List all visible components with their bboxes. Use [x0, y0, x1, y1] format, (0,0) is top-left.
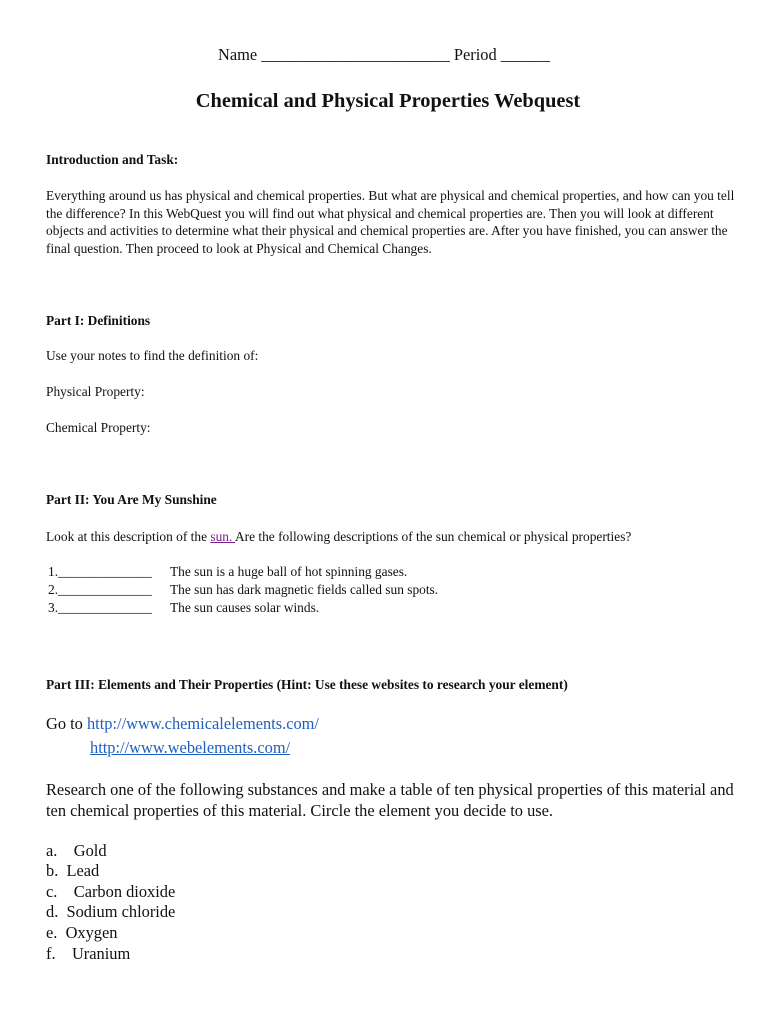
goto-prefix: Go to: [46, 714, 87, 733]
part2-instruction-before: Look at this description of the: [46, 529, 211, 544]
research-paragraph: Research one of the following substances and make a table of ten physical properties of this material and ten chemical properties of this material. Circle the element you decide to use.: [46, 780, 734, 820]
question-blank[interactable]: 2.______________: [48, 582, 152, 597]
intro-heading: Introduction and Task:: [46, 152, 179, 167]
question-text: The sun has dark magnetic fields called sun spots.: [170, 582, 439, 597]
option-letter: c.: [46, 882, 58, 901]
webelements-link[interactable]: http://www.webelements.com/: [90, 738, 291, 757]
chemical-property-label: Chemical Property:: [46, 420, 151, 435]
page-title: Chemical and Physical Properties Webquest: [195, 90, 581, 112]
option-letter: e.: [46, 923, 58, 942]
part2-instruction: [46, 528, 631, 546]
option-gap: [58, 861, 66, 880]
option-oxygen[interactable]: [46, 923, 117, 944]
option-letter: b.: [46, 861, 59, 880]
part1-instruction: Use your notes to find the definition of:: [46, 348, 259, 363]
part1-heading: Part I: Definitions: [46, 313, 151, 328]
goto-line: [46, 714, 319, 735]
sun-link[interactable]: sun.: [210, 529, 235, 544]
option-letter: f.: [46, 944, 56, 963]
option-lead[interactable]: [46, 861, 99, 882]
option-label: Lead: [66, 861, 100, 880]
option-sodium-chloride[interactable]: [46, 902, 175, 923]
option-label: Oxygen: [65, 923, 118, 942]
option-letter: a.: [46, 841, 58, 860]
part2-heading: Part II: You Are My Sunshine: [46, 492, 217, 507]
option-label: Sodium chloride: [66, 902, 176, 921]
option-uranium[interactable]: [46, 944, 130, 965]
option-label: Carbon dioxide: [73, 882, 176, 901]
question-row-3: [48, 599, 319, 617]
option-gap: [57, 923, 65, 942]
option-gap: [58, 902, 66, 921]
question-row-2: [48, 581, 438, 599]
option-label: Gold: [73, 841, 107, 860]
option-label: Uranium: [71, 944, 131, 963]
physical-property-label: Physical Property:: [46, 384, 145, 399]
chemicalelements-link[interactable]: http://www.chemicalelements.com/: [86, 714, 319, 733]
option-gold[interactable]: [46, 841, 107, 862]
name-period-line: Name _______________________ Period ______: [218, 45, 550, 64]
part3-heading: Part III: Elements and Their Properties (Hint: Use these websites to research your element): [46, 677, 568, 692]
question-blank[interactable]: 3.______________: [48, 600, 152, 615]
intro-paragraph: Everything around us has physical and chemical properties. But what are physical and chemical properties, and how can you tell the difference? In this WebQuest you will find out what physical and chemical properties are. Then you will look at different objects and activities to determine what their physical and chemical properties are. After you have finished, you can answer the final question. Then proceed to look at Physical and Chemical Changes.: [46, 188, 735, 256]
option-gap: [56, 944, 72, 963]
option-gap: [57, 841, 73, 860]
question-text: The sun causes solar winds.: [170, 600, 320, 615]
question-blank[interactable]: 1.______________: [48, 564, 152, 579]
question-text: The sun is a huge ball of hot spinning gases.: [170, 564, 408, 579]
option-letter: d.: [46, 902, 59, 921]
option-carbon-dioxide[interactable]: [46, 882, 175, 903]
question-row-1: [48, 563, 407, 581]
option-gap: [57, 882, 73, 901]
part2-instruction-after: Are the following descriptions of the sun chemical or physical properties?: [234, 529, 632, 544]
